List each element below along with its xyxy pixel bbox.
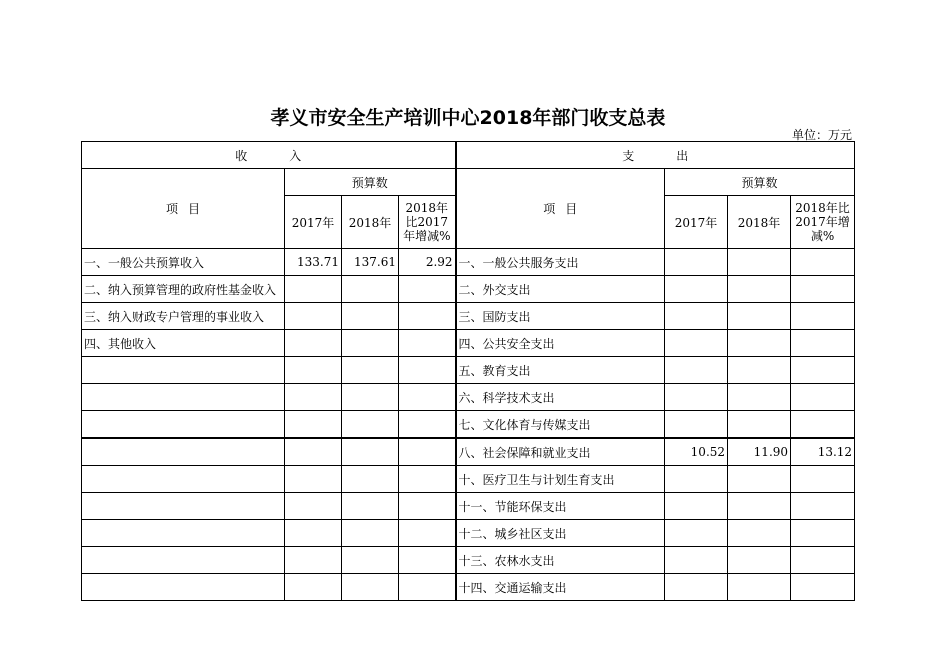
expense-value-change: [791, 520, 855, 547]
expense-item-label: 十四、交通运输支出: [456, 574, 665, 601]
expense-header-char-2: 出: [676, 148, 689, 163]
income-value-2017: [285, 466, 342, 493]
income-item-char-2: 目: [188, 202, 201, 216]
table-row: [82, 574, 855, 601]
expense-value-change: [791, 574, 855, 601]
income-item-label: 四、其他收入: [82, 330, 285, 357]
income-item-label: [82, 438, 285, 466]
income-value-2018: [342, 438, 399, 466]
expense-item-header: [456, 169, 665, 249]
income-value-2017: [285, 438, 342, 466]
income-budget-header: 预算数: [285, 169, 456, 196]
income-item-label: [82, 547, 285, 574]
expense-value-change: [791, 493, 855, 520]
expense-value-change: [791, 303, 855, 330]
expense-value-2018: [728, 411, 791, 439]
expense-item-label: 七、文化体育与传媒支出: [456, 411, 665, 439]
expense-value-2017: [665, 411, 728, 439]
expense-col-change: 2018年比2017年增减%: [791, 196, 855, 249]
expense-value-2018: [728, 276, 791, 303]
expense-value-2017: [665, 303, 728, 330]
expense-value-2017: [665, 547, 728, 574]
income-value-change: [399, 547, 456, 574]
expense-value-change: [791, 466, 855, 493]
expense-item-label: 三、国防支出: [456, 303, 665, 330]
expense-budget-header: 预算数: [665, 169, 855, 196]
expense-value-2017: [665, 249, 728, 276]
income-item-label: [82, 466, 285, 493]
table-row: [82, 384, 855, 411]
expense-value-2018: [728, 574, 791, 601]
expense-item-label: 五、教育支出: [456, 357, 665, 384]
income-value-2018: [342, 466, 399, 493]
table-row: [82, 357, 855, 384]
income-value-2017: [285, 574, 342, 601]
table-row: [82, 493, 855, 520]
expense-value-2017: [665, 330, 728, 357]
income-value-change: [399, 466, 456, 493]
expense-value-change: [791, 357, 855, 384]
expense-item-char-2: 目: [565, 202, 578, 216]
expense-header-char-1: 支: [622, 148, 635, 163]
table-row: [82, 466, 855, 493]
expense-value-change: 13.12: [791, 438, 855, 466]
income-header-char-1: 收: [235, 148, 248, 163]
income-value-2017: [285, 276, 342, 303]
income-value-2018: [342, 411, 399, 439]
expense-value-2018: [728, 466, 791, 493]
table-row: [82, 547, 855, 574]
income-value-2017: 133.71: [285, 249, 342, 276]
income-value-2018: [342, 330, 399, 357]
income-col-2018: 2018年: [342, 196, 399, 249]
expense-item-label: 二、外交支出: [456, 276, 665, 303]
income-item-label: [82, 384, 285, 411]
income-item-label: [82, 411, 285, 439]
income-value-2017: [285, 547, 342, 574]
income-value-change: [399, 384, 456, 411]
income-value-change: [399, 438, 456, 466]
income-value-change: [399, 357, 456, 384]
expense-item-label: 四、公共安全支出: [456, 330, 665, 357]
expense-value-2018: 11.90: [728, 438, 791, 466]
expense-value-change: [791, 249, 855, 276]
income-item-label: 二、纳入预算管理的政府性基金收入: [82, 276, 285, 303]
income-item-header: [82, 169, 285, 249]
expense-item-label: 一、一般公共服务支出: [456, 249, 665, 276]
income-value-2017: [285, 411, 342, 439]
expense-value-2017: [665, 276, 728, 303]
income-value-2018: [342, 574, 399, 601]
expense-item-char-1: 项: [543, 202, 556, 216]
expense-value-2017: [665, 520, 728, 547]
income-item-label: [82, 493, 285, 520]
income-item-char-1: 项: [165, 202, 178, 216]
income-col-2017: 2017年: [285, 196, 342, 249]
expense-value-2018: [728, 384, 791, 411]
income-value-2018: [342, 493, 399, 520]
income-value-2018: [342, 547, 399, 574]
table-row: [82, 520, 855, 547]
income-value-2017: [285, 330, 342, 357]
income-value-2017: [285, 303, 342, 330]
income-value-2018: 137.61: [342, 249, 399, 276]
expense-item-label: 十三、农林水支出: [456, 547, 665, 574]
expense-value-2018: [728, 249, 791, 276]
income-value-change: [399, 493, 456, 520]
income-header-char-2: 入: [289, 148, 302, 163]
expense-value-2018: [728, 520, 791, 547]
expense-value-2017: [665, 357, 728, 384]
income-value-change: 2.92: [399, 249, 456, 276]
income-item-label: [82, 574, 285, 601]
expense-item-label: 十一、节能环保支出: [456, 493, 665, 520]
expense-item-label: 八、社会保障和就业支出: [456, 438, 665, 466]
expense-value-2017: [665, 574, 728, 601]
income-value-change: [399, 574, 456, 601]
expense-value-2018: [728, 547, 791, 574]
expense-value-change: [791, 330, 855, 357]
income-value-2017: [285, 493, 342, 520]
income-col-change: 2018年比2017年增减%: [399, 196, 456, 249]
income-value-2018: [342, 384, 399, 411]
expense-item-label: 六、科学技术支出: [456, 384, 665, 411]
income-item-label: [82, 357, 285, 384]
expense-item-label: 十、医疗卫生与计划生育支出: [456, 466, 665, 493]
income-value-2017: [285, 357, 342, 384]
expense-value-change: [791, 384, 855, 411]
expense-col-2017: 2017年: [665, 196, 728, 249]
expense-section-header: [456, 142, 855, 169]
expense-value-change: [791, 276, 855, 303]
income-section-header: [82, 142, 456, 169]
expense-value-2018: [728, 357, 791, 384]
page-title: 孝义市安全生产培训中心2018年部门收支总表: [270, 107, 666, 129]
table-row: [82, 249, 855, 276]
income-item-label: [82, 520, 285, 547]
budget-summary-table: [81, 141, 855, 601]
income-value-change: [399, 520, 456, 547]
expense-value-change: [791, 547, 855, 574]
income-value-2017: [285, 384, 342, 411]
income-value-2018: [342, 520, 399, 547]
income-item-label: 一、一般公共预算收入: [82, 249, 285, 276]
expense-item-label: 十二、城乡社区支出: [456, 520, 665, 547]
expense-value-2018: [728, 330, 791, 357]
expense-value-2017: [665, 384, 728, 411]
income-value-2018: [342, 276, 399, 303]
income-value-change: [399, 330, 456, 357]
expense-col-2018: 2018年: [728, 196, 791, 249]
expense-value-2018: [728, 303, 791, 330]
table-row: [82, 438, 855, 466]
income-value-2018: [342, 303, 399, 330]
unit-label: 单位：万元: [791, 128, 852, 142]
expense-value-2018: [728, 493, 791, 520]
table-row: [82, 411, 855, 439]
income-item-label: 三、纳入财政专户管理的事业收入: [82, 303, 285, 330]
expense-value-2017: 10.52: [665, 438, 728, 466]
income-value-change: [399, 303, 456, 330]
income-value-change: [399, 276, 456, 303]
income-value-2017: [285, 520, 342, 547]
table-row: [82, 276, 855, 303]
income-value-change: [399, 411, 456, 439]
table-row: [82, 330, 855, 357]
income-value-2018: [342, 357, 399, 384]
expense-value-2017: [665, 493, 728, 520]
expense-value-change: [791, 411, 855, 439]
expense-value-2017: [665, 466, 728, 493]
table-row: [82, 303, 855, 330]
